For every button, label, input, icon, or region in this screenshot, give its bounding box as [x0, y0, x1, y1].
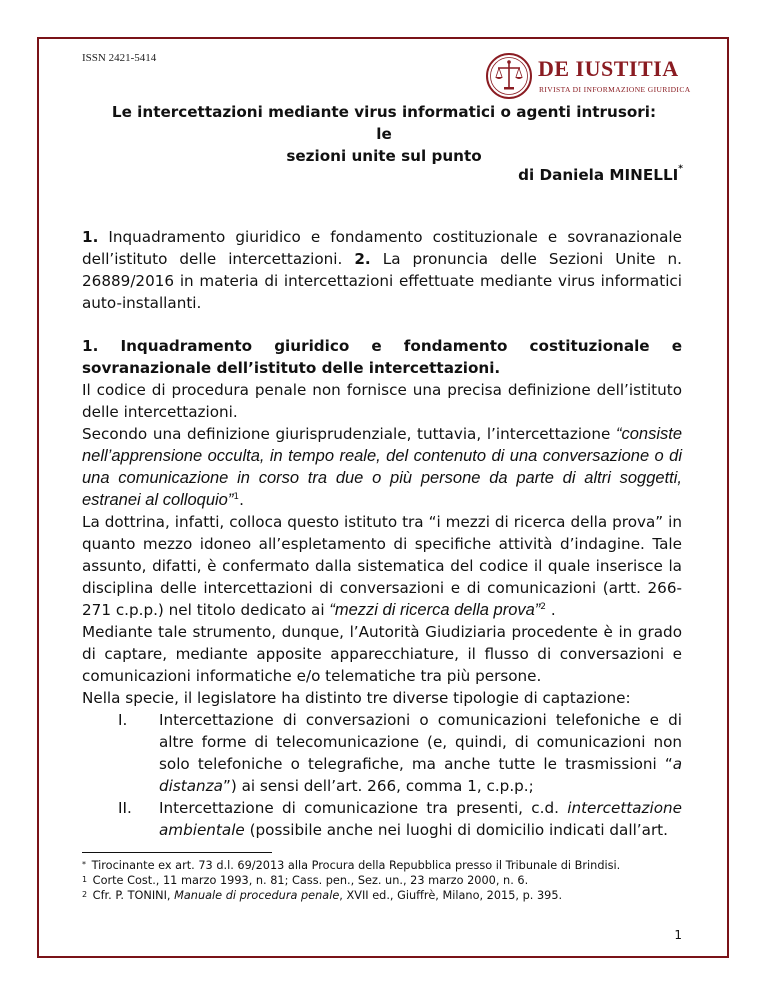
footnote: [82, 888, 692, 903]
footnote-mark: *: [82, 860, 86, 869]
footnote-text: Cfr. P. TONINI,: [89, 889, 175, 902]
journal-logo: [485, 52, 717, 106]
footnote-mark: 1: [82, 875, 88, 884]
author-footnote-mark: *: [678, 164, 683, 174]
summary-item: Inquadramento giuridico e fondamento costituzionale e sovranazionale dell’istituto delle intercettazioni.: [82, 228, 682, 268]
paragraph-text: .: [546, 601, 556, 619]
footnotes: [82, 858, 692, 903]
footnote-ref: 2: [540, 602, 547, 612]
footnote-separator: [82, 852, 272, 853]
quotation: “consiste nell’apprensione occulta, in tempo reale, del contenuto di una conversazione o di una comunicazione in corso tra due o più persone da parte di altri soggetti, estranei al colloquio”: [82, 425, 682, 509]
page-number: 1: [674, 928, 682, 942]
footnote-mark: 2: [82, 890, 88, 899]
paragraph-text: Secondo una definizione giurisprudenziale, tuttavia, l’intercettazione: [82, 425, 616, 443]
paragraph: Mediante tale strumento, dunque, l’Autorità Giudiziaria procedente è in grado di captare, mediante apposite apparecchiature, il flusso di conversazioni e comunicazioni informatiche e/o telematiche tra più persone.: [82, 623, 682, 685]
quotation: “mezzi di ricerca della prova”: [329, 601, 541, 619]
list-number: II.: [118, 799, 132, 817]
section-heading: 1. Inquadramento giuridico e fondamento costituzionale e sovranazionale dell’istituto delle intercettazioni.: [82, 337, 682, 377]
journal-tagline: RIVISTA DI INFORMAZIONE GIURIDICA: [539, 85, 691, 94]
list-text: ”) ai sensi dell’art. 266, comma 1, c.p.p.;: [222, 777, 534, 795]
list-emphasis: a distanza: [159, 755, 682, 795]
summary-number: 2.: [354, 250, 371, 268]
paragraph: [82, 511, 682, 621]
list-number: I.: [118, 711, 128, 729]
footnote: [82, 858, 692, 873]
paragraph-text: .: [239, 491, 244, 509]
paragraph: Nella specie, il legislatore ha distinto tre diverse tipologie di captazione:: [82, 689, 631, 707]
list-text: Intercettazione di comunicazione tra presenti, c.d.: [159, 799, 568, 817]
list-text: (possibile anche nei luoghi di domicilio indicati dall’art.: [244, 821, 668, 839]
article-title-line: sezioni unite sul punto: [286, 147, 482, 165]
issn-label: ISSN 2421-5414: [82, 52, 157, 64]
footnote-book-title: Manuale di procedura penale: [174, 889, 340, 902]
section-1: [82, 335, 682, 841]
summary-item: La pronuncia delle Sezioni Unite n. 26889/2016 in materia di intercettazioni effettuate mediante virus informatici auto-installanti.: [82, 250, 683, 312]
summary-number: 1.: [82, 228, 99, 246]
article-title: [110, 101, 658, 167]
journal-name: DE IUSTITIA: [538, 56, 679, 81]
footnote-text: , XVII ed., Giuffrè, Milano, 2015, p. 395.: [339, 889, 563, 902]
article-title-line: Le intercettazioni mediante virus informatici o agenti intrusori: le: [111, 103, 657, 143]
scales-of-justice-icon: [485, 52, 533, 100]
footnote: [82, 873, 692, 888]
list-emphasis: intercettazione ambientale: [159, 799, 682, 839]
captation-types-list: [82, 709, 682, 841]
paragraph: [82, 423, 682, 511]
footnote-text: Tirocinante ex art. 73 d.l. 69/2013 alla Procura della Repubblica presso il Tribunale di Brindisi.: [88, 859, 621, 872]
paragraph-text: La dottrina, infatti, colloca questo istituto tra “i mezzi di ricerca della prova” in quanto mezzo idoneo all’espletamento di specifiche attività d’indagine. Tale assunto, difatti, è confermato dalla sistematica del codice il quale inserisce la disciplina delle intercettazioni di conversazioni e di comunicazioni (artt. 266-271 c.p.p.) nel titolo dedicato ai: [82, 513, 682, 619]
list-item: [82, 709, 682, 797]
footnote-ref: 1: [233, 492, 240, 502]
author-name: di Daniela MINELLI: [518, 166, 679, 184]
summary: [82, 226, 682, 314]
author-line: [518, 166, 683, 184]
list-text: Intercettazione di conversazioni o comunicazioni telefoniche e di altre forme di telecomunicazione (e, quindi, di comunicazioni non solo telefoniche o telegrafiche, ma anche tutte le trasmissioni “: [159, 711, 682, 773]
paragraph: Il codice di procedura penale non fornisce una precisa definizione dell’istituto delle intercettazioni.: [82, 381, 682, 421]
footnote-text: Corte Cost., 11 marzo 1993, n. 81; Cass. pen., Sez. un., 23 marzo 2000, n. 6.: [89, 874, 529, 887]
list-item: [82, 797, 682, 841]
